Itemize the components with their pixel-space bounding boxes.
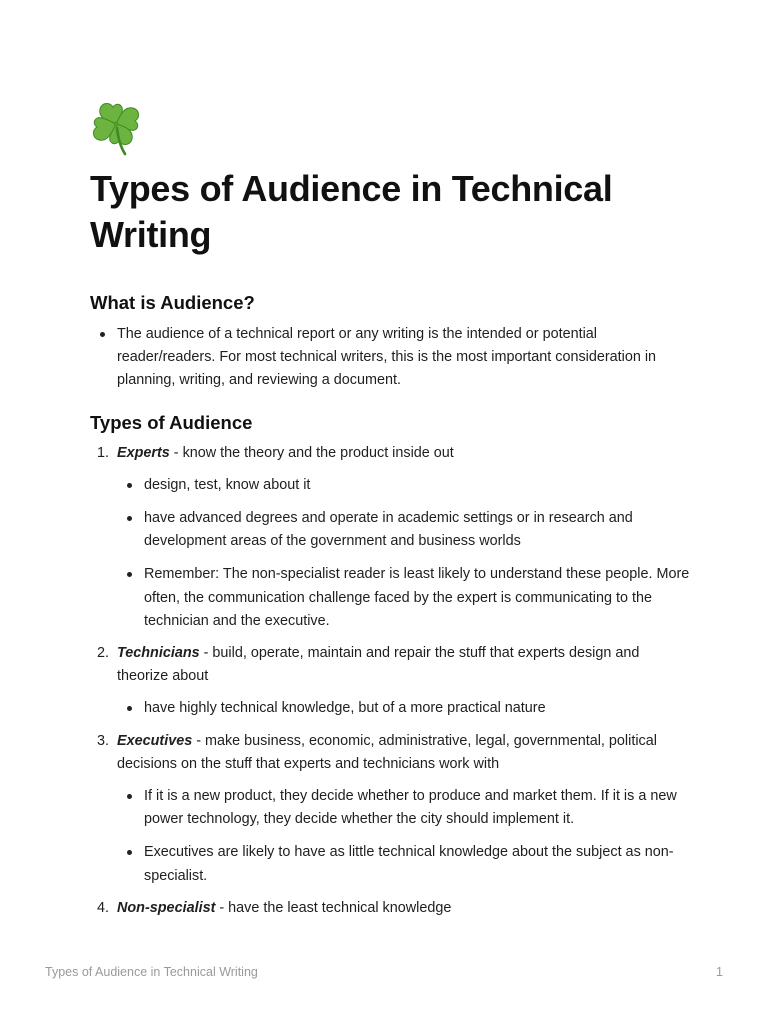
- four-leaf-clover-icon: [90, 98, 142, 156]
- audience-term: Executives: [117, 732, 193, 749]
- document-content: [90, 98, 690, 920]
- audience-types-list: [90, 442, 690, 920]
- list-item: Remember: The non-specialist reader is least likely to understand these people. More often, the communication challenge faced by the expert is communicating to the technician and the executive.: [117, 563, 690, 633]
- footer-title: Types of Audience in Technical Writing: [45, 965, 258, 979]
- list-item: If it is a new product, they decide whether to produce and market them. If it is a new power technology, they decide whether the city should implement it.: [117, 785, 690, 831]
- audience-description: - make business, economic, administrative, legal, governmental, political decisions on the stuff that experts and technicians work with: [117, 732, 657, 772]
- experts-details: [117, 474, 690, 633]
- audience-type-experts: [90, 442, 690, 633]
- audience-type-technicians: [90, 642, 690, 721]
- audience-description: - have the least technical knowledge: [215, 899, 452, 916]
- page-footer: [45, 965, 723, 979]
- list-number: 1.: [97, 444, 110, 461]
- list-item: The audience of a technical report or any writing is the intended or potential reader/readers. For most technical writers, this is the most important consideration in planning, writing, and reviewing a document.: [90, 323, 690, 393]
- list-number: 2.: [97, 645, 110, 662]
- page-number: 1: [716, 965, 723, 979]
- list-item: Executives are likely to have as little technical knowledge about the subject as non-specialist.: [117, 841, 690, 887]
- executives-details: [117, 785, 690, 888]
- audience-definition-list: [90, 323, 690, 393]
- section-heading-what-is-audience: What is Audience?: [90, 292, 255, 313]
- audience-term: Non-specialist: [117, 899, 216, 916]
- audience-type-executives: [90, 730, 690, 888]
- list-item: have advanced degrees and operate in academic settings or in research and development areas of the government and business worlds: [117, 507, 690, 553]
- list-number: 3.: [97, 732, 110, 749]
- page-title: Types of Audience in Technical Writing: [90, 168, 613, 255]
- list-item: design, test, know about it: [117, 474, 690, 497]
- list-item: have highly technical knowledge, but of a more practical nature: [117, 697, 690, 720]
- audience-term: Experts: [117, 444, 170, 461]
- audience-description: - build, operate, maintain and repair the stuff that experts design and theorize about: [117, 645, 640, 685]
- audience-type-non-specialist: [90, 897, 690, 920]
- audience-term: Technicians: [117, 645, 200, 662]
- technicians-details: [117, 697, 690, 720]
- section-heading-types-of-audience: Types of Audience: [90, 411, 253, 433]
- audience-description: - know the theory and the product inside out: [169, 444, 454, 461]
- list-number: 4.: [97, 899, 110, 916]
